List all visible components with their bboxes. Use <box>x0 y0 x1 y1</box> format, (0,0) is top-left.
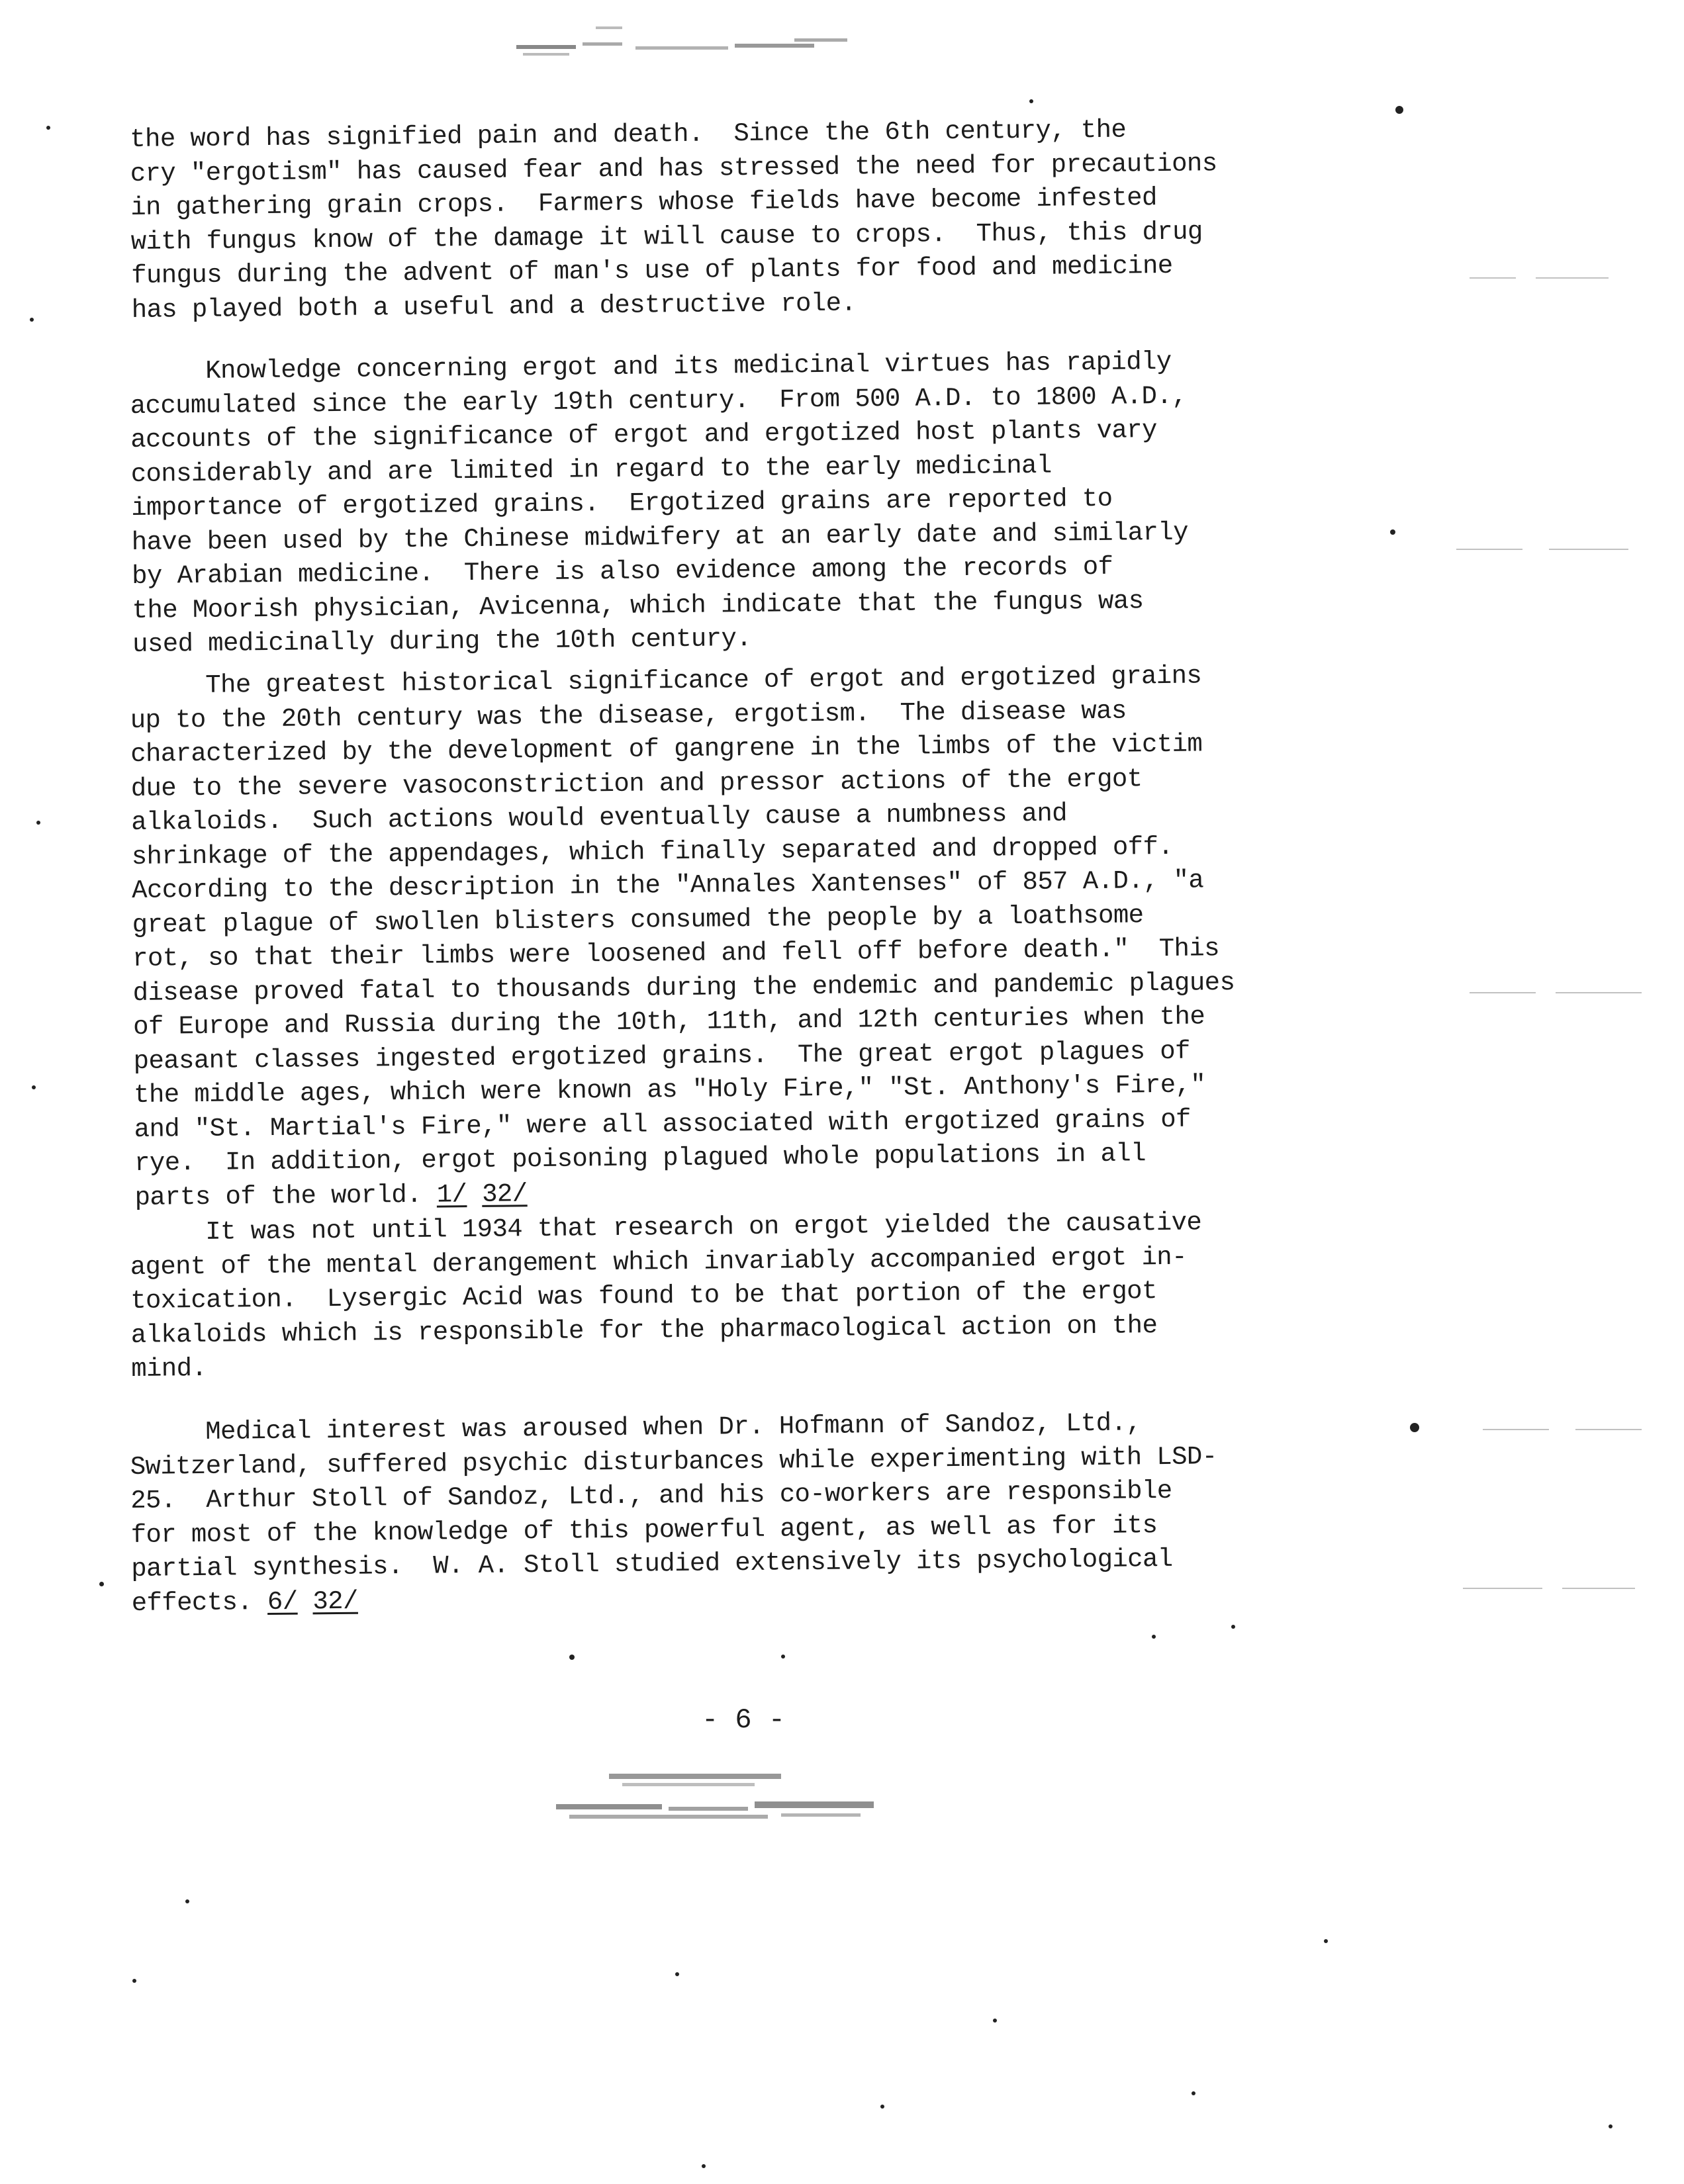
scan-speck <box>185 1899 189 1903</box>
scan-speck <box>30 318 34 322</box>
paragraph-2 <box>130 344 1337 662</box>
header-stamp <box>503 19 900 65</box>
text-line: alkaloids which is responsible for the pharmacological action on the <box>130 1310 1158 1350</box>
text-line: rot, so that their limbs were loosened and fell off before death." This <box>132 934 1220 974</box>
footnote-ref: 32/ <box>481 1179 528 1209</box>
text-line: by Arabian medicine. There is also evidence among the records of <box>131 552 1113 591</box>
footnote-ref: 1/ <box>436 1179 467 1210</box>
text-line: partial synthesis. W. A. Stoll studied extensively its psychological <box>131 1544 1173 1584</box>
text-line: It was not until 1934 that research on ergot yielded the causative <box>130 1208 1202 1248</box>
text-line: with fungus know of the damage it will cause to crops. Thus, this drug <box>130 216 1203 257</box>
text-line: toxication. Lysergic Acid was found to be that portion of the ergot <box>130 1277 1158 1316</box>
scan-speck <box>675 1972 679 1976</box>
text-line: mind. <box>131 1353 207 1384</box>
scan-speck <box>1029 99 1033 103</box>
scan-speck <box>1410 1423 1419 1432</box>
text-line: accounts of the significance of ergot and ergotized host plants vary <box>130 416 1158 455</box>
scan-speck <box>702 2164 706 2168</box>
text-line: accumulated since the early 19th century. From 500 A.D. to 1800 A.D., <box>130 381 1188 421</box>
margin-marks <box>1443 251 1655 1641</box>
text-line: the middle ages, which were known as "Holy Fire," "St. Anthony's Fire," <box>133 1070 1206 1110</box>
text-line: Medical interest was aroused when Dr. Hofmann of Sandoz, Ltd., <box>130 1408 1142 1447</box>
text-line: fungus during the advent of man's use of plants for food and medicine <box>131 251 1173 291</box>
scan-speck <box>32 1085 36 1089</box>
text-line: has played both a useful and a destructive role. <box>131 288 857 325</box>
text-line: and "St. Martial's Fire," were all associated with ergotized grains of <box>134 1105 1192 1144</box>
line-text: effects. <box>131 1587 253 1618</box>
text-line: 25. Arthur Stoll of Sandoz, Ltd., and his co-workers are responsible <box>130 1476 1172 1516</box>
scan-speck <box>1152 1635 1156 1639</box>
text-line: of Europe and Russia during the 10th, 11th, and 12th centuries when the <box>132 1002 1205 1042</box>
line-text: parts of the world. <box>134 1180 422 1212</box>
text-line: disease proved fatal to thousands during the endemic and pandemic plagues <box>132 968 1235 1008</box>
text-line: due to the severe vasoconstriction and pressor actions of the ergot <box>130 764 1143 803</box>
text-line: According to the description in the "Annales Xantenses" of 857 A.D., "a <box>131 866 1204 905</box>
paragraph-1 <box>130 112 1336 328</box>
text-line: Switzerland, suffered psychic disturbances while experimenting with LSD- <box>130 1441 1217 1482</box>
paragraph-3 <box>130 659 1340 1215</box>
text-line: in gathering grain crops. Farmers whose fields have become infested <box>130 183 1158 222</box>
text-line: rye. In addition, ergot poisoning plagued whole populations in all <box>134 1139 1146 1178</box>
scan-speck <box>880 2105 884 2109</box>
paragraph-5 <box>130 1405 1336 1621</box>
text-line: have been used by the Chinese midwifery at an early date and similarly <box>131 518 1189 557</box>
text-line: alkaloids. Such actions would eventually cause a numbness and <box>131 799 1068 837</box>
text-line: for most of the knowledge of this powerful agent, as well as for its <box>130 1510 1158 1550</box>
scan-speck <box>36 821 40 825</box>
scan-speck <box>46 126 50 130</box>
text-line: the word has signified pain and death. Since the 6th century, the <box>130 115 1127 154</box>
text-line: the Moorish physician, Avicenna, which indicate that the fungus was <box>132 586 1144 625</box>
footer-stamp <box>543 1767 913 1833</box>
scan-speck <box>1609 2124 1613 2128</box>
text-line: shrinkage of the appendages, which finally separated and dropped off. <box>131 832 1174 872</box>
scan-speck <box>132 1979 136 1983</box>
scan-speck <box>781 1655 785 1659</box>
scan-speck <box>1390 529 1395 535</box>
text-line: cry "ergotism" has caused fear and has stressed the need for precautions <box>130 148 1217 189</box>
scan-speck <box>993 2019 997 2023</box>
text-line: used medicinally during the 10th century. <box>132 624 752 659</box>
text-line: up to the 20th century was the disease, ergotism. The disease was <box>130 696 1127 735</box>
text-line: agent of the mental derangement which invariably accompanied ergot in- <box>130 1242 1188 1282</box>
text-line: considerably and are limited in regard to the early medicinal <box>130 451 1052 489</box>
text-line: The greatest historical significance of ergot and ergotized grains <box>130 661 1202 701</box>
text-line: importance of ergotized grains. Ergotized grains are reported to <box>131 484 1113 523</box>
text-line: Knowledge concerning ergot and its medicinal virtues has rapidly <box>130 347 1172 387</box>
paragraph-4 <box>130 1205 1336 1387</box>
scan-speck <box>1395 106 1403 114</box>
footnote-ref: 6/ <box>267 1587 298 1617</box>
scan-speck <box>1192 2091 1195 2095</box>
text-line: great plague of swollen blisters consumed the people by a loathsome <box>132 900 1144 940</box>
scan-speck <box>99 1582 104 1586</box>
text-line: characterized by the development of gangrene in the limbs of the victim <box>130 729 1203 769</box>
scan-speck <box>569 1655 575 1660</box>
footnote-ref: 32/ <box>312 1586 359 1616</box>
page-number: - 6 - <box>702 1704 786 1736</box>
scan-speck <box>1231 1625 1235 1629</box>
text-line: peasant classes ingested ergotized grains. The great ergot plagues of <box>133 1036 1191 1076</box>
scan-speck <box>1324 1939 1328 1943</box>
